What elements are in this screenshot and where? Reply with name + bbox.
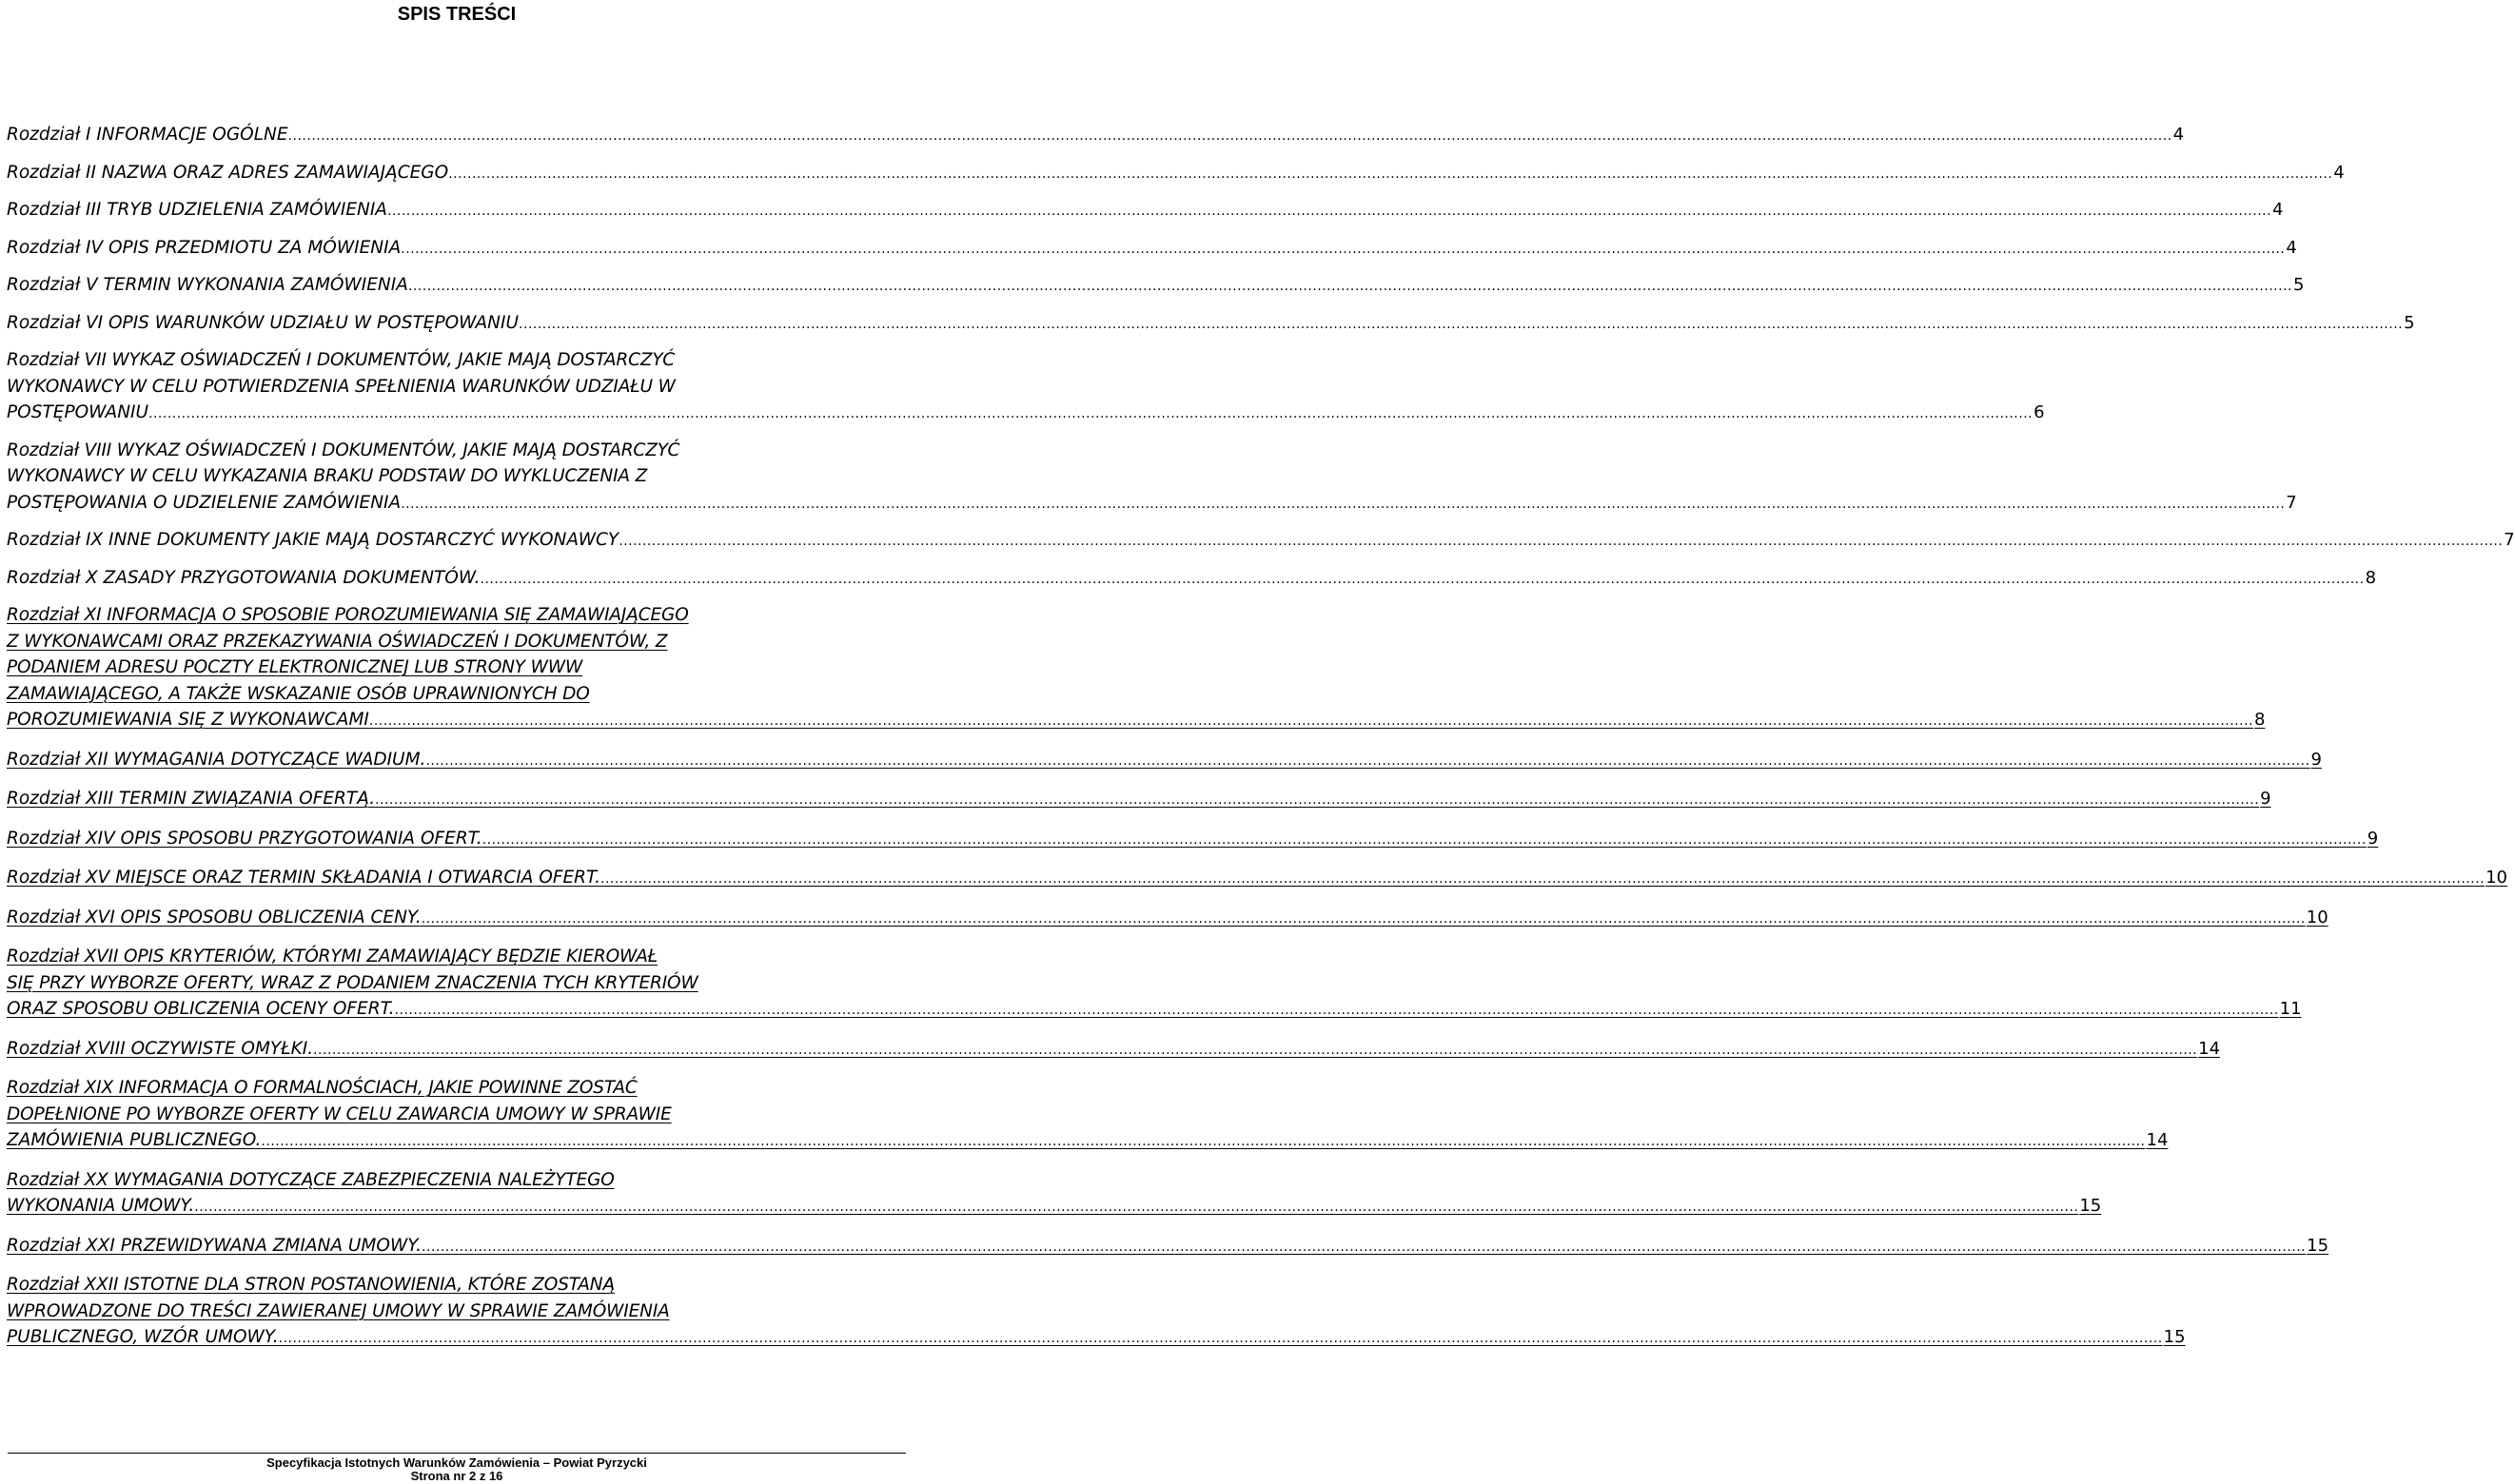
dot-leader: ................................................................................................................................................................................................................................................................................................................................................................................................................ xyxy=(287,128,2172,144)
toc-entry[interactable] xyxy=(7,1036,2221,1064)
toc-page-number: 15 xyxy=(2079,1196,2102,1216)
dot-leader: ................................................................................................................................................................................................................................................................................................................................................................................................................ xyxy=(194,1200,2079,1215)
toc-entry[interactable] xyxy=(7,1272,2186,1353)
toc-entry[interactable] xyxy=(7,1075,2169,1156)
toc-entry-line: Rozdział V TERMIN WYKONANIA ZAMÓWIENIA xyxy=(7,275,408,295)
toc-page-number: 7 xyxy=(2286,492,2297,513)
toc-entry-last-line xyxy=(7,490,2297,518)
toc-page-number: 4 xyxy=(2272,200,2284,220)
toc-entry-line: Rozdział XIII TERMIN ZWIĄZANIA OFERTĄ. xyxy=(7,789,376,809)
toc-entry[interactable] xyxy=(7,786,2271,814)
dot-leader: ................................................................................................................................................................................................................................................................................................................................................................................................................ xyxy=(619,534,2504,549)
toc-entry-last-line xyxy=(7,565,2377,594)
toc-page-number: 9 xyxy=(2310,749,2322,770)
toc-entry[interactable] xyxy=(7,1167,2102,1221)
toc-entry[interactable] xyxy=(7,826,2379,854)
toc-entry-line: Rozdział XVIII OCZYWISTE OMYŁKI. xyxy=(7,1038,314,1059)
dot-leader: ................................................................................................................................................................................................................................................................................................................................................................................................................ xyxy=(375,792,2260,808)
toc-page-number: 5 xyxy=(2404,312,2415,333)
toc-entry-line: Rozdział I INFORMACJE OGÓLNE xyxy=(7,125,288,145)
dot-leader: ................................................................................................................................................................................................................................................................................................................................................................................................................ xyxy=(600,871,2486,887)
toc-entry-line: Rozdział XXI PRZEWIDYWANA ZMIANA UMOWY. xyxy=(7,1235,422,1256)
toc-page-number: 8 xyxy=(2253,710,2266,730)
toc-entry[interactable] xyxy=(7,160,2345,188)
toc-page-number: 4 xyxy=(2286,237,2297,258)
toc-entry[interactable] xyxy=(7,122,2185,150)
footer-divider xyxy=(8,1453,906,1454)
toc-entry[interactable] xyxy=(7,1233,2329,1261)
toc-entry-last-line xyxy=(7,747,2322,775)
toc-entry[interactable] xyxy=(7,905,2328,933)
toc-page-number: 8 xyxy=(2365,567,2377,588)
toc-entry-line: WYKONAWCY W CELU POTWIERDZENIA SPEŁNIENIA WARUNKÓW UDZIAŁU W xyxy=(7,376,676,397)
page-title: SPIS TREŚCI xyxy=(397,4,517,25)
toc-page-number: 4 xyxy=(2333,162,2345,183)
toc-entry-last-line xyxy=(7,905,2328,933)
toc-page-number: 14 xyxy=(2198,1038,2221,1059)
toc-page-number: 10 xyxy=(2306,907,2328,928)
toc-entry-line: DOPEŁNIONE PO WYBORZE OFERTY W CELU ZAWARCIA UMOWY W SPRAWIE xyxy=(7,1103,672,1124)
toc-page-number: 10 xyxy=(2486,868,2507,888)
dot-leader: ................................................................................................................................................................................................................................................................................................................................................................................................................ xyxy=(519,316,2404,332)
dot-leader: ................................................................................................................................................................................................................................................................................................................................................................................................................ xyxy=(480,571,2365,587)
dot-leader: ................................................................................................................................................................................................................................................................................................................................................................................................................ xyxy=(421,910,2306,927)
toc-entry-line: Rozdział II NAZWA ORAZ ADRES ZAMAWIAJĄCEGO xyxy=(7,162,449,183)
toc-entry-line: Rozdział XXII ISTOTNE DLA STRON POSTANOWIENIA, KTÓRE ZOSTANĄ xyxy=(7,1275,615,1295)
toc-entry[interactable] xyxy=(7,347,2045,428)
toc-entry-line: ZAMÓWIENIA PUBLICZNEGO. xyxy=(7,1130,262,1150)
toc-entry[interactable] xyxy=(7,235,2297,264)
toc-entry-last-line xyxy=(7,786,2271,814)
toc-page-number: 15 xyxy=(2163,1327,2186,1347)
toc-entry[interactable] xyxy=(7,272,2305,301)
dot-leader: ................................................................................................................................................................................................................................................................................................................................................................................................................ xyxy=(401,496,2286,512)
footer-document-title: Specyfikacja Istotnych Warunków Zamówienia – Powiat Pyrzycki xyxy=(266,1455,647,1470)
toc-entry-last-line xyxy=(7,707,2266,735)
dot-leader: ................................................................................................................................................................................................................................................................................................................................................................................................................ xyxy=(448,166,2333,182)
toc-entry[interactable] xyxy=(7,865,2507,893)
dot-leader: ................................................................................................................................................................................................................................................................................................................................................................................................................ xyxy=(425,752,2310,769)
toc-entry-last-line xyxy=(7,310,2415,339)
dot-leader: ................................................................................................................................................................................................................................................................................................................................................................................................................ xyxy=(422,1239,2307,1255)
dot-leader: ................................................................................................................................................................................................................................................................................................................................................................................................................ xyxy=(481,831,2367,848)
dot-leader: ................................................................................................................................................................................................................................................................................................................................................................................................................ xyxy=(278,1331,2163,1346)
toc-entry[interactable] xyxy=(7,944,2302,1025)
toc-entry-last-line xyxy=(7,1233,2329,1261)
toc-entry-last-line xyxy=(7,527,2515,556)
toc-entry-last-line xyxy=(7,865,2507,893)
toc-entry-last-line xyxy=(7,1127,2169,1156)
toc-entry-line: Rozdział VII WYKAZ OŚWIADCZEŃ I DOKUMENTÓW, JAKIE MAJĄ DOSTARCZYĆ xyxy=(7,350,676,370)
toc-entry-line: Z WYKONAWCAMI ORAZ PRZEKAZYWANIA OŚWIADCZEŃ I DOKUMENTÓW, Z xyxy=(7,631,668,652)
toc-entry-last-line xyxy=(7,826,2379,854)
toc-entry[interactable] xyxy=(7,438,2297,518)
toc-page-number: 9 xyxy=(2367,828,2379,849)
footer-page-number: Strona nr 2 z 16 xyxy=(410,1469,503,1483)
toc-entry-line: Rozdział VI OPIS WARUNKÓW UDZIAŁU W POSTĘPOWANIU xyxy=(7,312,520,333)
toc-entry[interactable] xyxy=(7,565,2377,594)
toc-page-number: 6 xyxy=(2034,402,2045,422)
toc-page-number: 4 xyxy=(2172,125,2185,145)
toc-entry-last-line xyxy=(7,1324,2186,1353)
toc-entry-last-line xyxy=(7,122,2185,150)
dot-leader: ................................................................................................................................................................................................................................................................................................................................................................................................................ xyxy=(313,1042,2198,1058)
toc-entry-last-line xyxy=(7,996,2302,1025)
toc-entry-line: PODANIEM ADRESU POCZTY ELEKTRONICZNEJ LUB STRONY WWW xyxy=(7,657,583,677)
toc-entry-last-line xyxy=(7,160,2345,188)
toc-entry-line: Rozdział XII WYMAGANIA DOTYCZĄCE WADIUM. xyxy=(7,749,426,770)
toc-entry[interactable] xyxy=(7,602,2266,735)
toc-entry-line: Rozdział III TRYB UDZIELENIA ZAMÓWIENIA xyxy=(7,200,387,220)
toc-entry-last-line xyxy=(7,272,2305,301)
toc-entry-line: SIĘ PRZY WYBORZE OFERTY, WRAZ Z PODANIEM ZNACZENIA TYCH KRYTERIÓW xyxy=(7,972,698,993)
toc-entry-line: WYKONAWCY W CELU WYKAZANIA BRAKU PODSTAW DO WYKLUCZENIA Z xyxy=(7,466,648,486)
table-of-contents xyxy=(7,122,2515,1364)
toc-entry-line: Rozdział XVI OPIS SPOSOBU OBLICZENIA CENY. xyxy=(7,907,422,928)
toc-page-number: 11 xyxy=(2279,999,2302,1019)
toc-entry-line: PUBLICZNEGO, WZÓR UMOWY. xyxy=(7,1327,279,1347)
dot-leader: ................................................................................................................................................................................................................................................................................................................................................................................................................ xyxy=(407,279,2292,294)
toc-entry-line: Rozdział XVII OPIS KRYTERIÓW, KTÓRYMI ZAMAWIAJĄCY BĘDZIE KIEROWAŁ xyxy=(7,947,658,967)
toc-entry[interactable] xyxy=(7,747,2322,775)
toc-entry[interactable] xyxy=(7,197,2284,225)
toc-entry-line: WYKONANIA UMOWY. xyxy=(7,1196,195,1216)
toc-page-number: 5 xyxy=(2292,275,2305,295)
toc-entry-last-line xyxy=(7,1193,2102,1221)
toc-entry-line: Rozdział VIII WYKAZ OŚWIADCZEŃ I DOKUMENTÓW, JAKIE MAJĄ DOSTARCZYĆ xyxy=(7,439,680,460)
dot-leader: ................................................................................................................................................................................................................................................................................................................................................................................................................ xyxy=(401,241,2286,257)
toc-entry-last-line xyxy=(7,235,2297,264)
toc-entry-line: POSTĘPOWANIU xyxy=(7,402,149,422)
toc-page-number: 14 xyxy=(2146,1130,2169,1150)
toc-entry-line: Rozdział XIX INFORMACJA O FORMALNOŚCIACH, JAKIE POWINNE ZOSTAĆ xyxy=(7,1078,638,1098)
toc-entry-line: ORAZ SPOSOBU OBLICZENIA OCENY OFERT. xyxy=(7,999,395,1019)
toc-entry-line: POSTĘPOWANIA O UDZIELENIE ZAMÓWIENIA xyxy=(7,492,402,513)
dot-leader: ................................................................................................................................................................................................................................................................................................................................................................................................................ xyxy=(148,406,2034,421)
toc-entry-line: POROZUMIEWANIA SIĘ Z WYKONAWCAMI xyxy=(7,710,369,730)
toc-page-number: 7 xyxy=(2504,530,2515,550)
toc-entry-line: Rozdział XV MIEJSCE ORAZ TERMIN SKŁADANIA I OTWARCIA OFERT. xyxy=(7,868,600,888)
toc-entry[interactable] xyxy=(7,527,2515,556)
dot-leader: ................................................................................................................................................................................................................................................................................................................................................................................................................ xyxy=(261,1134,2146,1149)
toc-page-number: 15 xyxy=(2307,1235,2329,1256)
toc-entry-line: ZAMAWIAJĄCEGO, A TAKŻE WSKAZANIE OSÓB UPRAWNIONYCH DO xyxy=(7,683,590,704)
dot-leader: ................................................................................................................................................................................................................................................................................................................................................................................................................ xyxy=(368,713,2253,729)
toc-entry[interactable] xyxy=(7,310,2415,339)
toc-entry-line: Rozdział IX INNE DOKUMENTY JAKIE MAJĄ DOSTARCZYĆ WYKONAWCY xyxy=(7,530,619,550)
toc-entry-line: Rozdział IV OPIS PRZEDMIOTU ZA MÓWIENIA xyxy=(7,237,402,258)
dot-leader: ................................................................................................................................................................................................................................................................................................................................................................................................................ xyxy=(394,1003,2279,1018)
toc-entry-last-line xyxy=(7,197,2284,225)
toc-entry-line: WPROWADZONE DO TREŚCI ZAWIERANEJ UMOWY W SPRAWIE ZAMÓWIENIA xyxy=(7,1300,670,1321)
toc-page-number: 9 xyxy=(2260,789,2271,809)
toc-entry-line: Rozdział XX WYMAGANIA DOTYCZĄCE ZABEZPIECZENIA NALEŻYTEGO xyxy=(7,1169,615,1190)
toc-entry-line: Rozdział XIV OPIS SPOSOBU PRZYGOTOWANIA OFERT. xyxy=(7,828,482,849)
toc-entry-last-line xyxy=(7,400,2045,428)
toc-entry-line: Rozdział X ZASADY PRZYGOTOWANIA DOKUMENTÓW. xyxy=(7,567,481,588)
toc-entry-line: Rozdział XI INFORMACJA O SPOSOBIE POROZUMIEWANIA SIĘ ZAMAWIAJĄCEGO xyxy=(7,605,689,625)
dot-leader: ................................................................................................................................................................................................................................................................................................................................................................................................................ xyxy=(386,204,2272,219)
toc-entry-last-line xyxy=(7,1036,2221,1064)
